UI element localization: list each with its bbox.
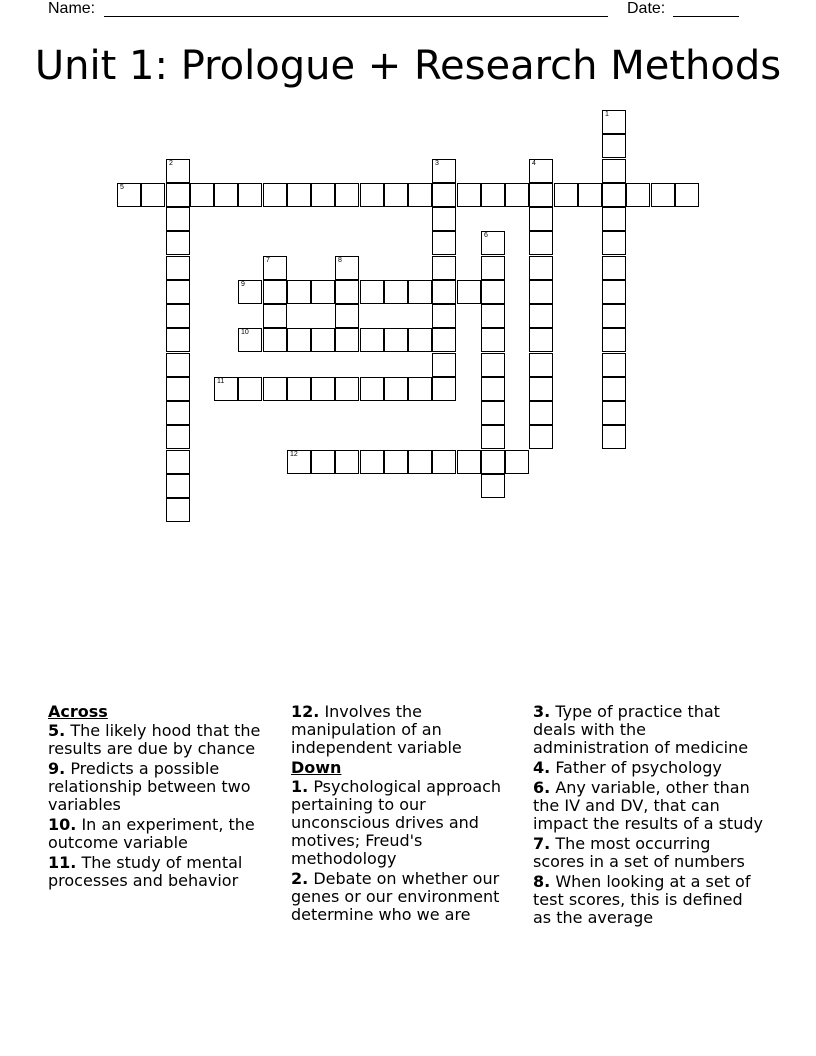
crossword-cell[interactable] xyxy=(481,328,505,352)
crossword-cell[interactable] xyxy=(263,280,287,304)
crossword-cell[interactable] xyxy=(432,353,456,377)
cell-number: 9 xyxy=(241,281,245,288)
crossword-cell[interactable] xyxy=(360,280,384,304)
cell-number: 12 xyxy=(290,451,298,458)
crossword-cell[interactable] xyxy=(287,450,311,474)
clues-column-2 xyxy=(291,703,523,926)
crossword-cell[interactable] xyxy=(529,231,553,255)
crossword-cell[interactable] xyxy=(166,183,190,207)
clue-across-9: 9. Predicts a possible relationship between two variables xyxy=(48,759,251,814)
crossword-cell[interactable] xyxy=(311,377,335,401)
crossword-cell[interactable] xyxy=(287,183,311,207)
crossword-cell[interactable] xyxy=(166,207,190,231)
crossword-cell[interactable] xyxy=(529,256,553,280)
crossword-cell[interactable] xyxy=(408,450,432,474)
crossword-cell[interactable] xyxy=(529,353,553,377)
crossword-cell[interactable] xyxy=(335,280,359,304)
crossword-cell[interactable] xyxy=(238,328,262,352)
crossword-cell[interactable] xyxy=(360,183,384,207)
crossword-cell[interactable] xyxy=(166,231,190,255)
crossword-cell[interactable] xyxy=(481,231,505,255)
crossword-cell[interactable] xyxy=(166,498,190,522)
cell-number: 6 xyxy=(484,232,488,239)
crossword-cell[interactable] xyxy=(578,183,602,207)
crossword-cell[interactable] xyxy=(529,280,553,304)
crossword-cell[interactable] xyxy=(554,183,578,207)
crossword-cell[interactable] xyxy=(529,183,553,207)
crossword-cell[interactable] xyxy=(166,280,190,304)
crossword-cell[interactable] xyxy=(166,353,190,377)
cell-number: 5 xyxy=(120,184,124,191)
crossword-cell[interactable] xyxy=(166,401,190,425)
clue-down-1: 1. Psychological approach pertaining to our unconscious drives and motives; Freud's methodology xyxy=(291,777,502,868)
crossword-cell[interactable] xyxy=(263,183,287,207)
crossword-cell[interactable] xyxy=(481,425,505,449)
crossword-cell[interactable] xyxy=(602,207,626,231)
clue-across-12: 12. Involves the manipulation of an independent variable xyxy=(291,702,462,757)
crossword-cell[interactable] xyxy=(457,450,481,474)
crossword-cell[interactable] xyxy=(432,183,456,207)
crossword-cell[interactable] xyxy=(675,183,699,207)
crossword-cell[interactable] xyxy=(481,183,505,207)
crossword-cell[interactable] xyxy=(529,207,553,231)
cell-number: 2 xyxy=(169,160,173,167)
crossword-cell[interactable] xyxy=(311,280,335,304)
crossword-cell[interactable] xyxy=(408,280,432,304)
crossword-cell[interactable] xyxy=(529,377,553,401)
crossword-cell[interactable] xyxy=(360,450,384,474)
crossword-cell[interactable] xyxy=(238,183,262,207)
crossword-cell[interactable] xyxy=(432,377,456,401)
crossword-cell[interactable] xyxy=(263,256,287,280)
cell-number: 8 xyxy=(338,257,342,264)
crossword-cell[interactable] xyxy=(432,159,456,183)
cell-number: 4 xyxy=(532,160,536,167)
crossword-cell[interactable] xyxy=(263,377,287,401)
crossword-cell[interactable] xyxy=(457,183,481,207)
clues-column-3 xyxy=(533,703,765,929)
crossword-cell[interactable] xyxy=(529,425,553,449)
crossword-cell[interactable] xyxy=(505,183,529,207)
crossword-cell[interactable] xyxy=(311,328,335,352)
crossword-cell[interactable] xyxy=(335,328,359,352)
clue-down-3: 3. Type of practice that deals with the administration of medicine xyxy=(533,702,749,757)
crossword-cell[interactable] xyxy=(214,183,238,207)
crossword-cell[interactable] xyxy=(335,256,359,280)
crossword-cell[interactable] xyxy=(602,110,626,134)
crossword-cell[interactable] xyxy=(481,280,505,304)
crossword-cell[interactable] xyxy=(457,280,481,304)
crossword-cell[interactable] xyxy=(602,377,626,401)
crossword-cell[interactable] xyxy=(481,256,505,280)
crossword-cell[interactable] xyxy=(384,328,408,352)
clue-across-10: 10. In an experiment, the outcome variable xyxy=(48,815,255,852)
crossword-cell[interactable] xyxy=(384,377,408,401)
crossword-cell[interactable] xyxy=(287,328,311,352)
crossword-cell[interactable] xyxy=(238,280,262,304)
crossword-cell[interactable] xyxy=(384,450,408,474)
crossword-cell[interactable] xyxy=(602,159,626,183)
cell-number: 7 xyxy=(266,257,270,264)
cell-number: 3 xyxy=(435,160,439,167)
date-label: Date: xyxy=(627,0,666,17)
crossword-cell[interactable] xyxy=(481,377,505,401)
crossword-cell[interactable] xyxy=(529,401,553,425)
crossword-cell[interactable] xyxy=(602,328,626,352)
cell-number: 1 xyxy=(605,111,609,118)
crossword-cell[interactable] xyxy=(432,328,456,352)
crossword-cell[interactable] xyxy=(432,231,456,255)
crossword-cell[interactable] xyxy=(263,328,287,352)
crossword-cell[interactable] xyxy=(287,377,311,401)
crossword-cell[interactable] xyxy=(335,183,359,207)
crossword-cell[interactable] xyxy=(166,425,190,449)
crossword-cell[interactable] xyxy=(602,256,626,280)
crossword-cell[interactable] xyxy=(166,328,190,352)
crossword-cell[interactable] xyxy=(335,377,359,401)
across-heading: Across xyxy=(48,702,108,721)
crossword-cell[interactable] xyxy=(481,304,505,328)
crossword-cell[interactable] xyxy=(602,353,626,377)
clues-column-1 xyxy=(48,703,280,892)
crossword-cell[interactable] xyxy=(166,450,190,474)
clue-down-2: 2. Debate on whether our genes or our environment determine who we are xyxy=(291,869,500,924)
crossword-cell[interactable] xyxy=(529,159,553,183)
crossword-cell[interactable] xyxy=(360,377,384,401)
crossword-cell[interactable] xyxy=(360,328,384,352)
clue-down-7: 7. The most occurring scores in a set of numbers xyxy=(533,834,745,871)
crossword-cell[interactable] xyxy=(432,304,456,328)
crossword-cell[interactable] xyxy=(117,183,141,207)
crossword-cell[interactable] xyxy=(602,425,626,449)
crossword-cell[interactable] xyxy=(141,183,165,207)
crossword-cell[interactable] xyxy=(166,159,190,183)
crossword-cell[interactable] xyxy=(408,183,432,207)
crossword-cell[interactable] xyxy=(166,474,190,498)
crossword-cell[interactable] xyxy=(166,256,190,280)
crossword-cell[interactable] xyxy=(287,280,311,304)
crossword-cell[interactable] xyxy=(432,450,456,474)
crossword-cell[interactable] xyxy=(384,280,408,304)
crossword-cell[interactable] xyxy=(263,304,287,328)
clue-across-11: 11. The study of mental processes and behavior xyxy=(48,853,243,890)
crossword-cell[interactable] xyxy=(529,328,553,352)
worksheet-header xyxy=(0,0,816,20)
crossword-cell[interactable] xyxy=(335,450,359,474)
crossword-cell[interactable] xyxy=(481,474,505,498)
crossword-cell[interactable] xyxy=(626,183,650,207)
name-label: Name: xyxy=(48,0,96,17)
crossword-cell[interactable] xyxy=(602,280,626,304)
page-title: Unit 1: Prologue + Research Methods xyxy=(34,43,782,89)
crossword-cell[interactable] xyxy=(602,231,626,255)
crossword-cell[interactable] xyxy=(481,450,505,474)
crossword-cell[interactable] xyxy=(190,183,214,207)
crossword-cell[interactable] xyxy=(166,304,190,328)
crossword-cell[interactable] xyxy=(408,328,432,352)
crossword-cell[interactable] xyxy=(311,183,335,207)
clue-across-5: 5. The likely hood that the results are due by chance xyxy=(48,721,261,758)
cell-number: 11 xyxy=(217,378,225,385)
clue-down-4: 4. Father of psychology xyxy=(533,758,722,777)
name-field[interactable] xyxy=(104,16,608,17)
crossword-cell[interactable] xyxy=(602,401,626,425)
crossword-cell[interactable] xyxy=(311,450,335,474)
crossword-cell[interactable] xyxy=(602,183,626,207)
crossword-cell[interactable] xyxy=(432,256,456,280)
crossword-cell[interactable] xyxy=(651,183,675,207)
crossword-cell[interactable] xyxy=(602,304,626,328)
crossword-cell[interactable] xyxy=(384,183,408,207)
crossword-cell[interactable] xyxy=(214,377,238,401)
crossword-cell[interactable] xyxy=(432,207,456,231)
crossword-cell[interactable] xyxy=(238,377,262,401)
crossword-cell[interactable] xyxy=(166,377,190,401)
down-heading: Down xyxy=(291,758,342,777)
crossword-cell[interactable] xyxy=(602,134,626,158)
crossword-cell[interactable] xyxy=(505,450,529,474)
date-field[interactable] xyxy=(673,16,739,17)
crossword-cell[interactable] xyxy=(408,377,432,401)
clue-down-6: 6. Any variable, other than the IV and DV, that can impact the results of a study xyxy=(533,778,763,833)
crossword-cell[interactable] xyxy=(481,401,505,425)
crossword-cell[interactable] xyxy=(529,304,553,328)
crossword-cell[interactable] xyxy=(335,304,359,328)
crossword-cell[interactable] xyxy=(432,280,456,304)
cell-number: 10 xyxy=(241,329,249,336)
crossword-cell[interactable] xyxy=(481,353,505,377)
clue-down-8: 8. When looking at a set of test scores, this is defined as the average xyxy=(533,872,751,927)
